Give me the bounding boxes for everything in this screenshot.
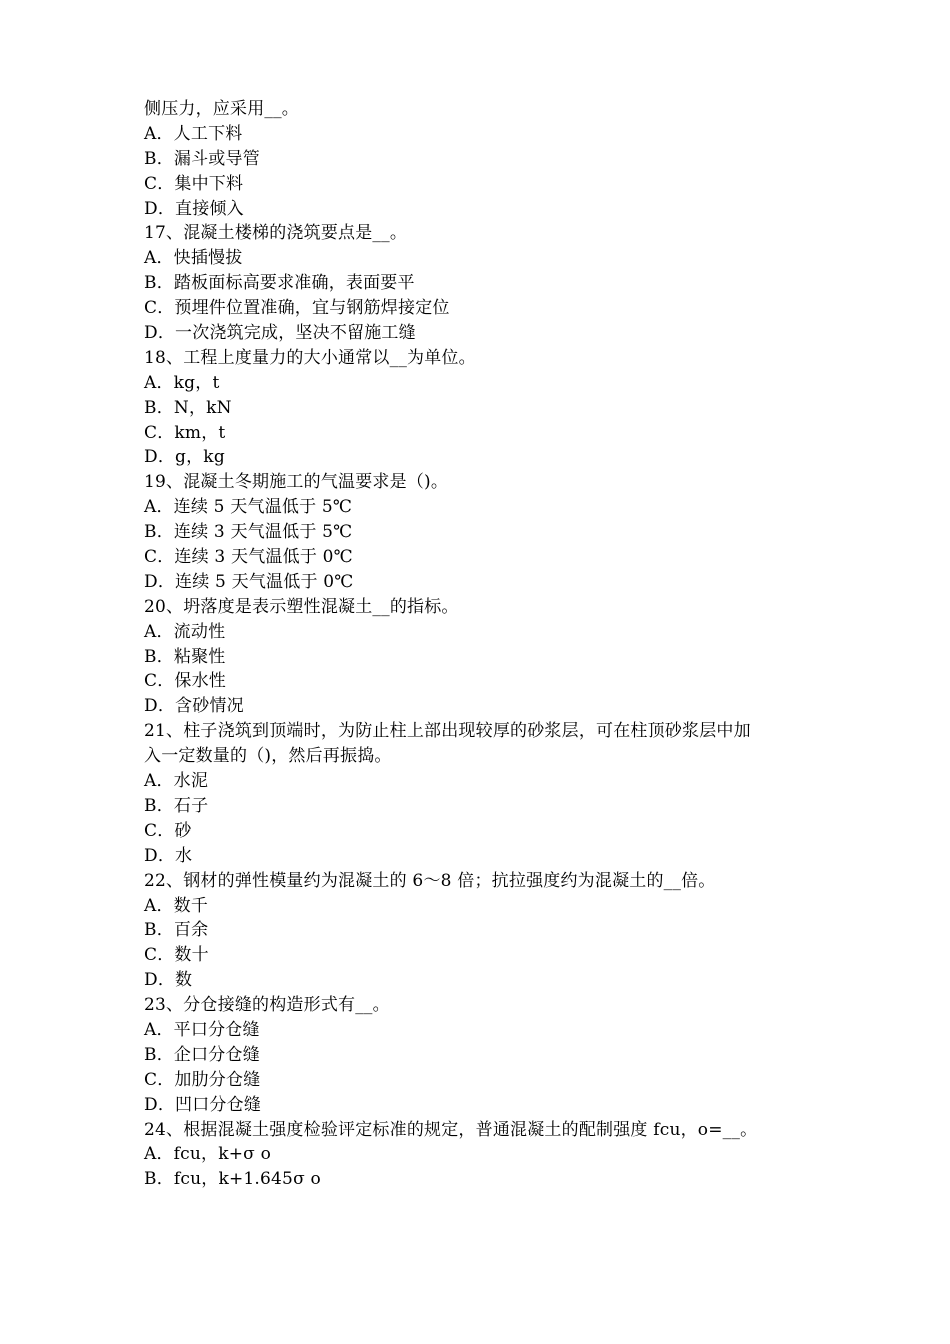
question-text-continued: 侧压力，应采用__。 [144, 99, 299, 119]
question-23: 23、分仓接缝的构造形式有__。 [144, 995, 390, 1016]
option-d: D．连续 5 天气温低于 0℃ [144, 571, 354, 592]
option-a: A．数千 [144, 895, 209, 916]
option-a: A．水泥 [144, 771, 209, 792]
option-a: A．快插慢拔 [144, 248, 243, 269]
option-c: C．预埋件位置准确，宜与钢筋焊接定位 [144, 298, 450, 319]
option-c: C．保水性 [144, 671, 227, 692]
question-21-line-1: 21、柱子浇筑到顶端时，为防止柱上部出现较厚的砂浆层，可在柱顶砂浆层中加 [144, 721, 751, 742]
question-21-line-2: 入一定数量的（)，然后再振捣。 [144, 746, 392, 767]
option-c: C．数十 [144, 945, 209, 966]
option-a: A．人工下料 [144, 123, 243, 144]
option-d: D．含砂情况 [144, 696, 244, 717]
option-b: B．企口分仓缝 [144, 1044, 260, 1065]
option-b: B．粘聚性 [144, 646, 226, 667]
option-b: B．踏板面标高要求准确，表面要平 [144, 273, 415, 294]
question-20: 20、坍落度是表示塑性混凝土__的指标。 [144, 596, 459, 617]
option-b: B．百余 [144, 920, 209, 941]
option-b: B．连续 3 天气温低于 5℃ [144, 522, 353, 543]
option-c: C．km，t [144, 422, 226, 443]
option-a: A．kg，t [144, 372, 220, 393]
question-list [144, 97, 824, 1192]
option-a: A．流动性 [144, 621, 226, 642]
question-22: 22、钢材的弹性模量约为混凝土的 6～8 倍；抗拉强度约为混凝土的__倍。 [144, 870, 716, 891]
option-b: B．fcu，k+1.645σ o [144, 1169, 321, 1190]
option-a: A．连续 5 天气温低于 5℃ [144, 497, 353, 518]
option-b: B．石子 [144, 795, 209, 816]
option-a: A．平口分仓缝 [144, 1019, 260, 1040]
option-c: C．集中下料 [144, 173, 244, 194]
option-c: C．加肋分仓缝 [144, 1069, 261, 1090]
question-18: 18、工程上度量力的大小通常以__为单位。 [144, 347, 476, 368]
option-a: A．fcu，k+σ o [144, 1144, 272, 1165]
option-c: C．连续 3 天气温低于 0℃ [144, 547, 353, 568]
question-17: 17、混凝土楼梯的浇筑要点是__。 [144, 223, 408, 244]
option-d: D．凹口分仓缝 [144, 1094, 262, 1115]
option-b: B．漏斗或导管 [144, 148, 260, 169]
option-c: C．砂 [144, 820, 192, 841]
question-24: 24、根据混凝土强度检验评定标准的规定，普通混凝土的配制强度 fcu，o=__。 [144, 1119, 758, 1140]
option-d: D．数 [144, 970, 193, 991]
option-b: B．N，kN [144, 397, 232, 418]
option-d: D．g，kg [144, 447, 225, 468]
option-d: D．直接倾入 [144, 198, 244, 219]
question-19: 19、混凝土冬期施工的气温要求是（)。 [144, 472, 449, 493]
option-d: D．一次浇筑完成，坚决不留施工缝 [144, 323, 416, 344]
option-d: D．水 [144, 845, 193, 866]
